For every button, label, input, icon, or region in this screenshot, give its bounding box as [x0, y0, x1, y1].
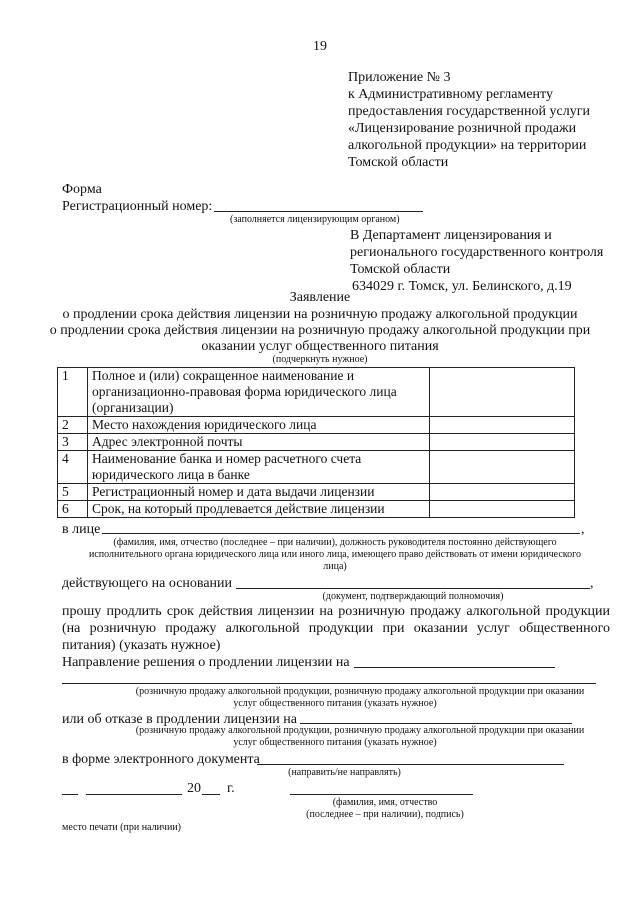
in-person-note-2: исполнительного органа юридического лица или иного лица, имеющего право действовать от имени юридического — [89, 549, 581, 560]
in-person-label: в лице — [62, 522, 101, 537]
appendix-line: «Лицензирование розничной продажи — [348, 121, 577, 136]
row-number: 5 — [58, 484, 88, 501]
date-year-field[interactable] — [202, 794, 220, 795]
appendix-line: Томской области — [348, 155, 449, 170]
direction-field[interactable] — [354, 667, 555, 668]
subtitle-line-2: о продлении срока действия лицензии на розничную продажу алкогольной продукции при — [49, 323, 591, 338]
row-label: Полное и (или) сокращенное наименование и организационно-правовая форма юридического лица (организации) — [88, 368, 430, 417]
subtitle-line-3: оказании услуг общественного питания — [201, 339, 439, 354]
appendix-line: Приложение № 3 — [348, 70, 451, 85]
request-line-2: (на розничную продажу алкогольной продукции при оказании услуг общественного — [62, 621, 610, 636]
row-label: Наименование банка и номер расчетного счета юридического лица в банке — [88, 451, 430, 484]
table-row — [58, 417, 575, 434]
row-label: Срок, на который продлевается действие лицензии — [88, 501, 430, 518]
row-number: 6 — [58, 501, 88, 518]
table-row — [58, 368, 575, 417]
row-value-cell[interactable] — [430, 501, 575, 518]
reg-number-field[interactable] — [214, 211, 423, 212]
appendix-line: к Административному регламенту — [348, 87, 553, 102]
applicant-info-table — [57, 367, 575, 518]
signature-note-2: (последнее – при наличии), подпись) — [306, 809, 464, 820]
row-value-cell[interactable] — [430, 434, 575, 451]
recipient-block — [350, 227, 603, 295]
reg-number-label: Регистрационный номер: — [62, 199, 213, 214]
recipient-line: Томской области — [350, 262, 451, 277]
table-row — [58, 501, 575, 518]
direction-field-continuation[interactable] — [62, 683, 596, 684]
electronic-field[interactable] — [257, 764, 564, 765]
row-number: 4 — [58, 451, 88, 484]
appendix-line: алкогольной продукции» на территории — [348, 138, 587, 153]
in-person-comma: , — [581, 522, 585, 537]
refusal-note-2: услуг общественного питания (указать нужное) — [233, 737, 437, 748]
table-row — [58, 434, 575, 451]
appendix-line: предоставления государственной услуги — [348, 104, 590, 119]
refusal-field[interactable] — [300, 723, 572, 724]
request-line-3: питания) (указать нужное) — [62, 638, 221, 653]
in-person-field[interactable] — [102, 533, 580, 534]
row-label: Регистрационный номер и дата выдачи лицензии — [88, 484, 430, 501]
basis-comma: , — [590, 576, 594, 591]
recipient-line: 634029 г. Томск, ул. Белинского, д.19 — [352, 279, 572, 294]
row-value-cell[interactable] — [430, 417, 575, 434]
in-person-note-1: (фамилия, имя, отчество (последнее – при наличии), должность руководителя постоянно действующего — [113, 537, 557, 548]
recipient-line: В Департамент лицензирования и — [350, 228, 552, 243]
electronic-note: (направить/не направлять) — [288, 767, 401, 778]
page-number: 19 — [313, 39, 327, 54]
request-line-1: прошу продлить срок действия лицензии на розничную продажу алкогольной продукции — [62, 604, 610, 619]
row-value-cell[interactable] — [430, 368, 575, 417]
subtitle-line-1: о продлении срока действия лицензии на розничную продажу алкогольной продукции — [62, 307, 578, 322]
row-label: Адрес электронной почты — [88, 434, 430, 451]
underline-note: (подчеркнуть нужное) — [272, 354, 368, 365]
row-label: Место нахождения юридического лица — [88, 417, 430, 434]
reg-number-note: (заполняется лицензирующим органом) — [230, 214, 400, 225]
seal-placeholder: место печати (при наличии) — [62, 822, 181, 833]
basis-label: действующего на основании — [62, 576, 233, 591]
date-year-prefix: 20 — [187, 781, 201, 796]
basis-note: (документ, подтверждающий полномочия) — [322, 591, 504, 602]
row-value-cell[interactable] — [430, 451, 575, 484]
signature-note-1: (фамилия, имя, отчество — [332, 797, 438, 808]
form-label: Форма — [62, 182, 102, 197]
direction-note-2: услуг общественного питания (указать нужное) — [233, 698, 437, 709]
basis-field[interactable] — [236, 588, 590, 589]
row-number: 1 — [58, 368, 88, 417]
row-value-cell[interactable] — [430, 484, 575, 501]
refusal-label: или об отказе в продлении лицензии на — [62, 712, 297, 727]
table-row — [58, 451, 575, 484]
refusal-note-1: (розничную продажу алкогольной продукции, розничную продажу алкогольной продукции при оказании — [135, 725, 585, 736]
in-person-note-3: лица) — [323, 561, 347, 572]
document-title: Заявление — [289, 290, 351, 305]
appendix-block — [348, 69, 590, 171]
direction-label: Направление решения о продлении лицензии на — [62, 655, 350, 670]
date-year-suffix: г. — [227, 781, 235, 796]
electronic-label: в форме электронного документа — [62, 752, 260, 767]
row-number: 3 — [58, 434, 88, 451]
recipient-line: регионального государственного контроля — [350, 245, 604, 260]
date-day-field[interactable] — [62, 794, 78, 795]
signature-field[interactable] — [290, 794, 473, 795]
row-number: 2 — [58, 417, 88, 434]
table-row — [58, 484, 575, 501]
direction-note-1: (розничную продажу алкогольной продукции, розничную продажу алкогольной продукции при оказании — [135, 686, 585, 697]
date-month-field[interactable] — [86, 794, 182, 795]
